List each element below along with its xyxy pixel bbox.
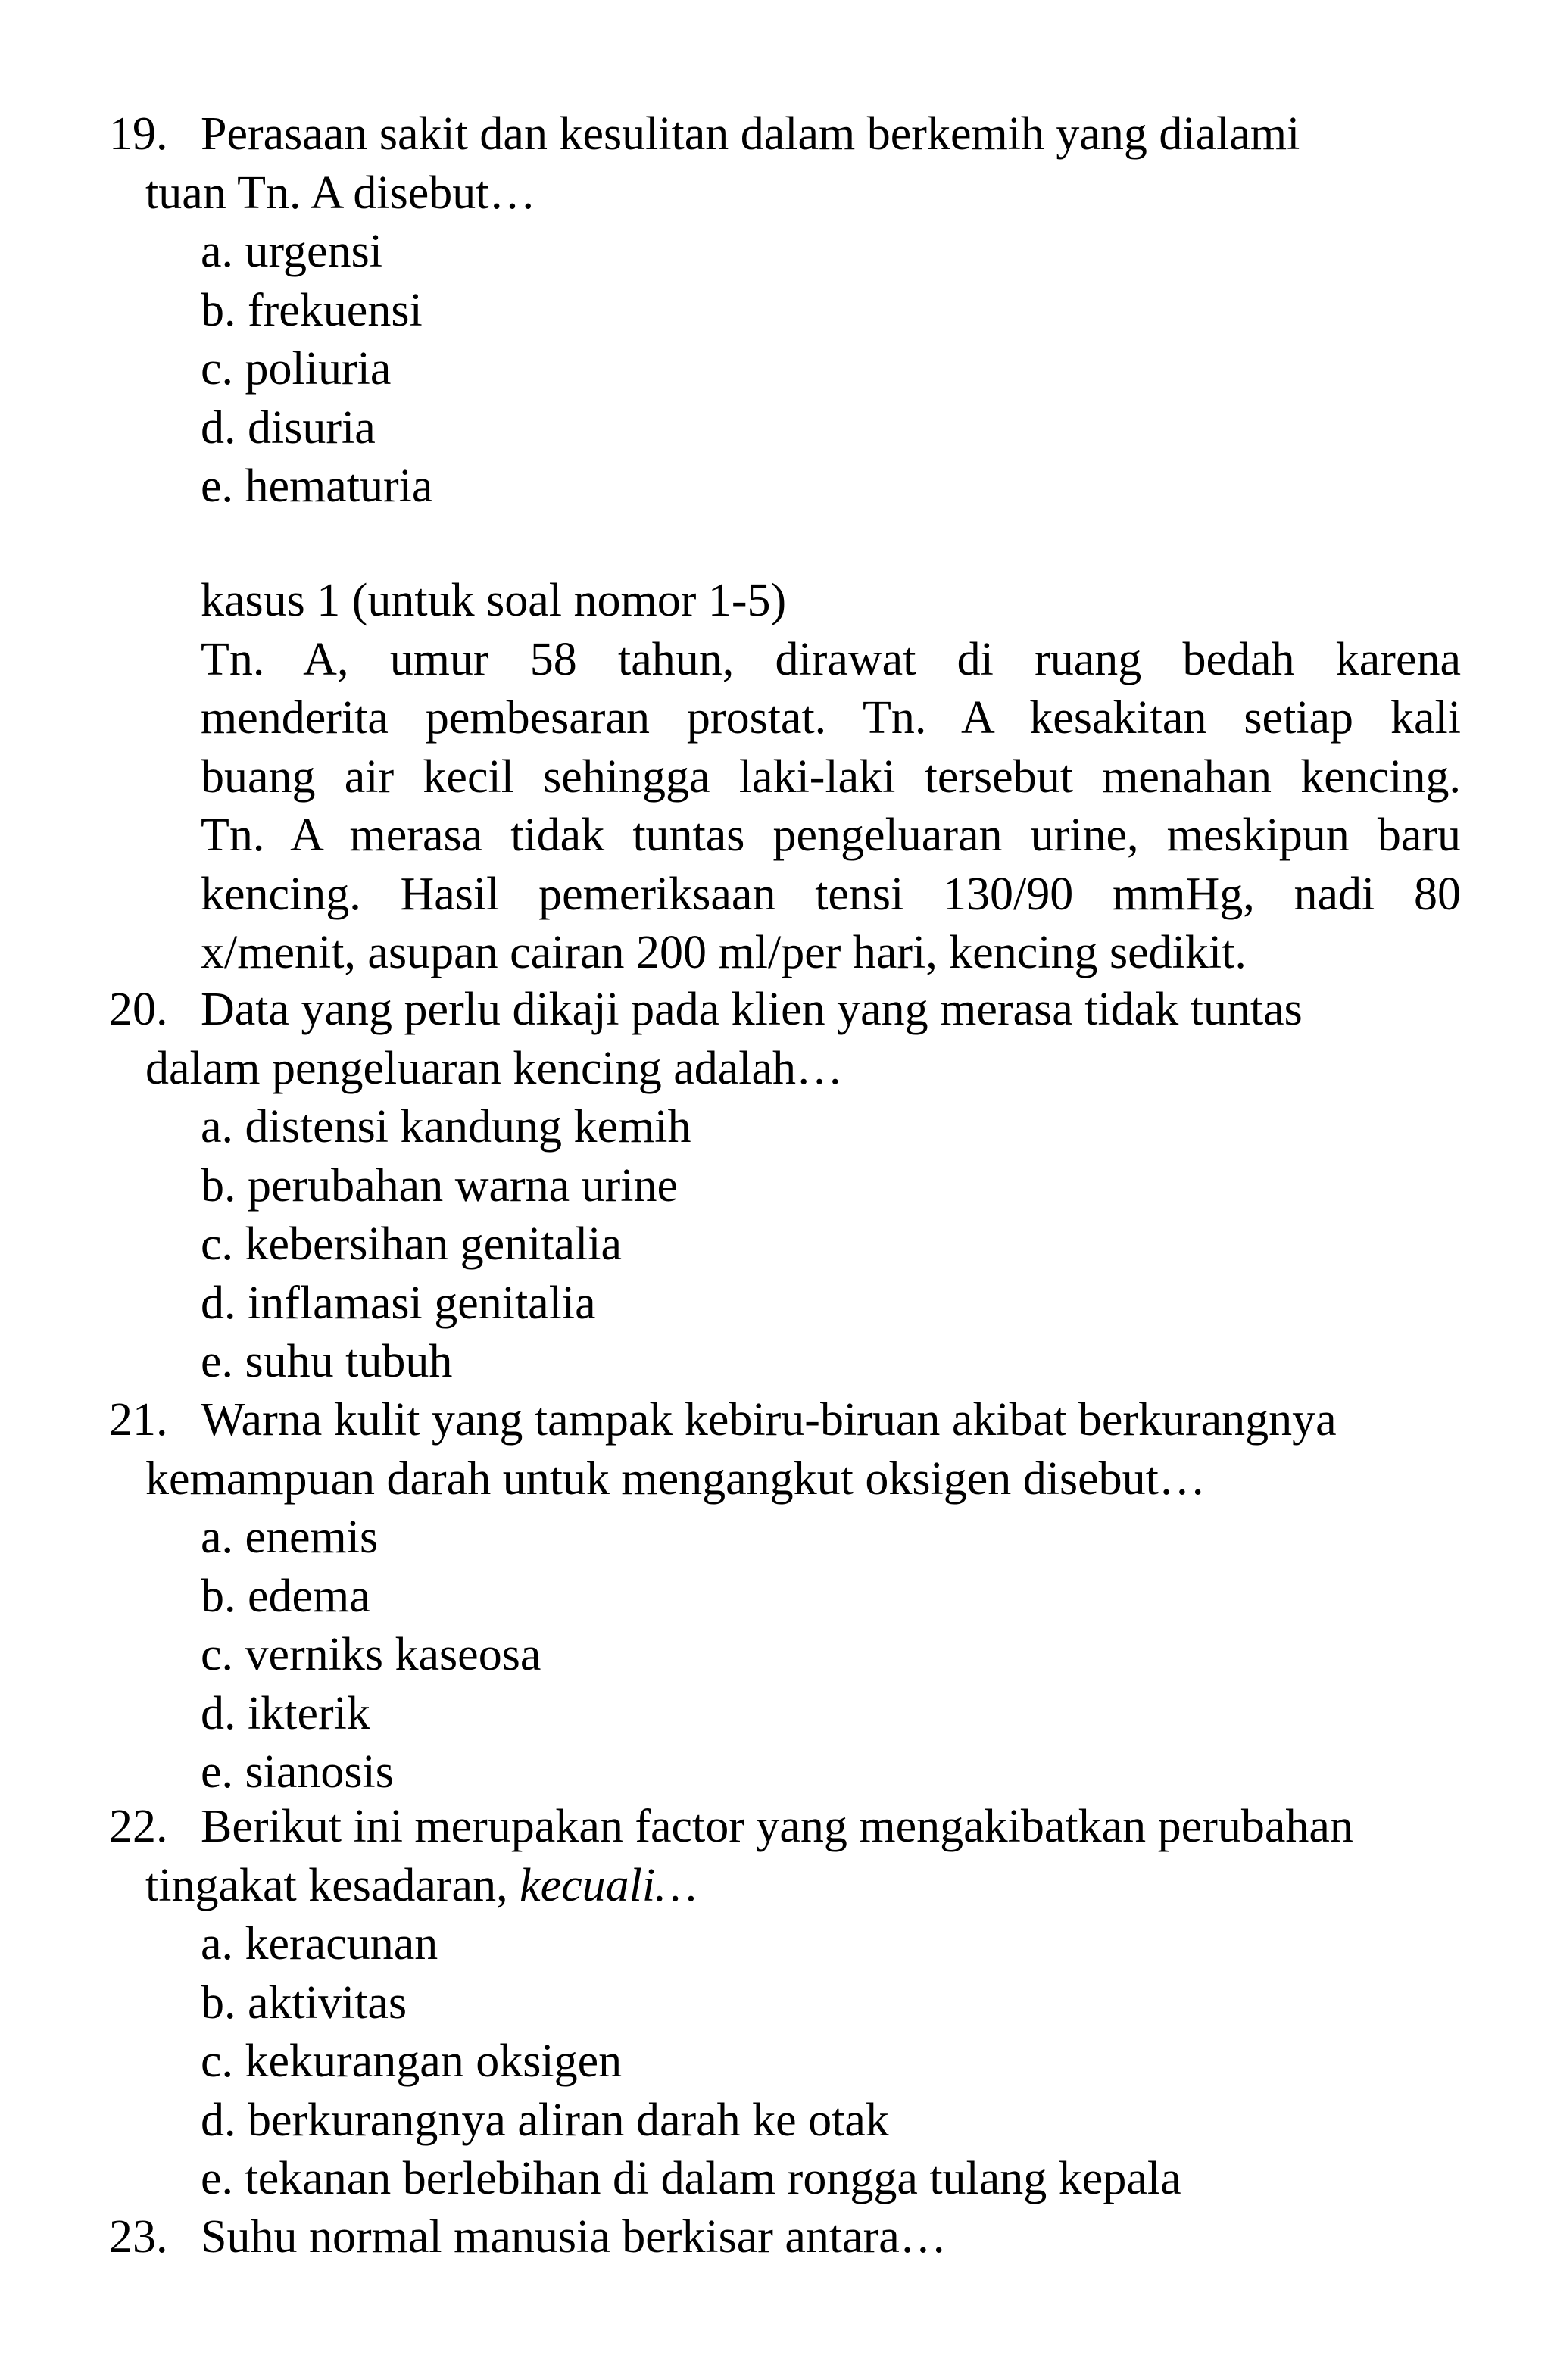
question-line — [0, 981, 1551, 1040]
question-line — [0, 1040, 1551, 1099]
question-text: Berikut ini merupakan factor yang mengakibatkan perubahan — [201, 1801, 1353, 1852]
option-b: b. aktivitas — [201, 1976, 407, 2029]
option-a: a. distensi kandung kemih — [201, 1101, 691, 1153]
emphasis-kecuali: kecuali… — [520, 1859, 697, 1911]
case-line: Tn. A, umur 58 tahun, dirawat di ruang bedah karena — [201, 633, 1461, 685]
question-text: kemampuan darah untuk mengangkut oksigen disebut… — [145, 1452, 1206, 1505]
question-number: 21. — [109, 1394, 168, 1446]
question-text: Warna kulit yang tampak kebiru-biruan akibat berkurangnya — [201, 1394, 1337, 1446]
question-text: Suhu normal manusia berkisar antara… — [201, 2211, 947, 2263]
question-text — [145, 1857, 697, 1916]
question-line — [0, 1857, 1551, 1916]
option-e: e. tekanan berlebihan di dalam rongga tulang kepala — [201, 2153, 1181, 2204]
option-a: a. enemis — [201, 1511, 379, 1563]
question-line — [0, 1798, 1551, 1857]
option-a: a. urgensi — [201, 226, 382, 277]
question-text: tuan Tn. A disebut… — [145, 167, 536, 219]
option-b: b. perubahan warna urine — [201, 1159, 679, 1212]
question-23 — [0, 2208, 1551, 2267]
question-text: Data yang perlu dikaji pada klien yang merasa tidak tuntas — [201, 984, 1303, 1035]
question-line — [0, 105, 1551, 164]
question-22 — [0, 1798, 1551, 2209]
case-section — [0, 572, 1551, 983]
option-c: c. kekurangan oksigen — [201, 2035, 623, 2087]
question-number: 22. — [109, 1801, 168, 1852]
option-d: d. berkurangnya aliran darah ke otak — [201, 2094, 889, 2146]
case-body — [201, 631, 1461, 983]
question-text: Perasaan sakit dan kesulitan dalam berkemih yang dialami — [201, 108, 1300, 160]
question-line — [0, 1450, 1551, 1509]
question-20 — [0, 981, 1551, 1392]
option-c: c. verniks kaseosa — [201, 1629, 541, 1680]
option-d: d. inflamasi genitalia — [201, 1277, 596, 1329]
case-line: kencing. Hasil pemeriksaan tensi 130/90 mmHg, nadi 80 — [201, 868, 1461, 920]
case-line: x/menit, asupan cairan 200 ml/per hari, kencing sedikit. — [201, 927, 1247, 978]
question-line — [0, 2208, 1551, 2267]
question-21 — [0, 1391, 1551, 1802]
question-19 — [0, 105, 1551, 516]
case-line: buang air kecil sehingga laki-laki tersebut menahan kencing. — [201, 750, 1461, 803]
option-a: a. keracunan — [201, 1918, 438, 1970]
option-d: d. disuria — [201, 401, 376, 454]
option-e: e. sianosis — [201, 1746, 394, 1798]
option-e: e. suhu tubuh — [201, 1336, 453, 1387]
case-line: menderita pembesaran prostat. Tn. A kesakitan setiap kali — [201, 692, 1461, 744]
question-number: 19. — [109, 108, 168, 160]
option-e: e. hematuria — [201, 460, 433, 512]
question-line — [0, 164, 1551, 223]
option-d: d. ikterik — [201, 1687, 370, 1739]
question-text: dalam pengeluaran kencing adalah… — [145, 1042, 843, 1094]
case-title: kasus 1 (untuk soal nomor 1-5) — [201, 575, 787, 626]
option-b: b. edema — [201, 1570, 370, 1622]
question-number: 23. — [109, 2211, 168, 2263]
option-b: b. frekuensi — [201, 284, 423, 336]
option-c: c. kebersihan genitalia — [201, 1218, 623, 1270]
question-text-part: tingakat kesadaran, — [145, 1859, 520, 1911]
option-c: c. poliuria — [201, 343, 392, 395]
case-line: Tn. A merasa tidak tuntas pengeluaran urine, meskipun baru — [201, 809, 1461, 861]
question-line — [0, 1391, 1551, 1450]
question-number: 20. — [109, 984, 168, 1035]
